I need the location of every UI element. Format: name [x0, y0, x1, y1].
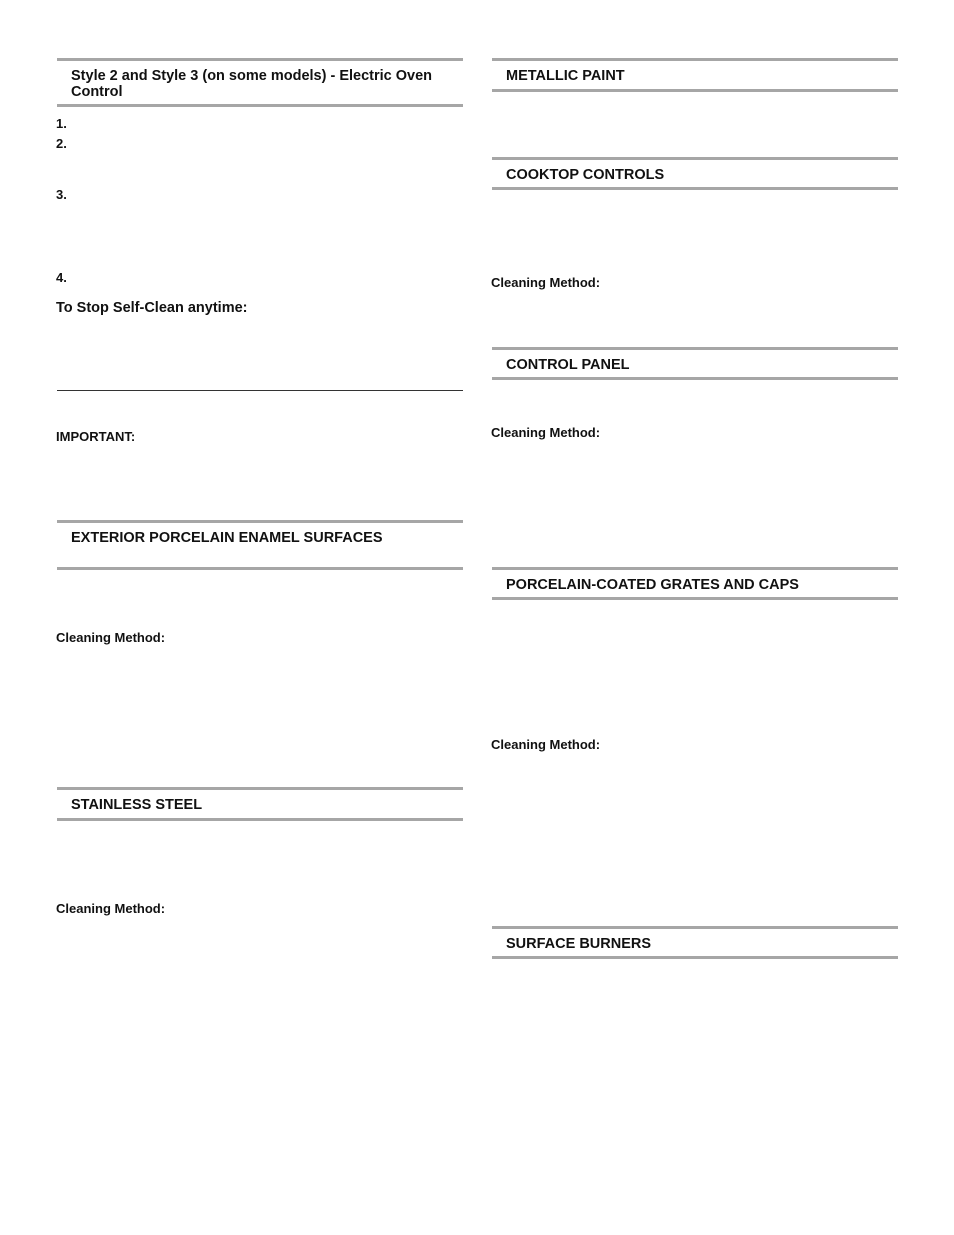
- stop-self-clean-label: To Stop Self-Clean anytime:: [56, 300, 248, 316]
- section-header-style-oven-control: [57, 58, 463, 107]
- cleaning-method-label: Cleaning Method:: [56, 630, 166, 645]
- cleaning-method-label: Cleaning Method:: [491, 425, 601, 440]
- step-number-2: 2.: [56, 136, 67, 151]
- step-number-1: 1.: [56, 116, 67, 131]
- section-header-text: COOKTOP CONTROLS: [506, 167, 665, 183]
- section-header-text: METALLIC PAINT: [506, 68, 625, 84]
- cleaning-method-label: Cleaning Method:: [491, 275, 601, 290]
- section-header-text: Style 2 and Style 3 (on some models) - Electric Oven Control: [71, 68, 433, 100]
- section-header-porcelain-grates: [492, 567, 898, 600]
- section-header-stainless-steel: [57, 787, 463, 821]
- step-number-4: 4.: [56, 270, 67, 285]
- section-header-text: SURFACE BURNERS: [506, 936, 652, 952]
- section-header-text: PORCELAIN-COATED GRATES AND CAPS: [506, 577, 799, 593]
- section-header-exterior-porcelain: [57, 520, 463, 570]
- section-header-text: CONTROL PANEL: [506, 357, 630, 373]
- section-header-cooktop-controls: [492, 157, 898, 190]
- section-header-text: STAINLESS STEEL: [71, 797, 203, 813]
- step-number-3: 3.: [56, 187, 67, 202]
- important-label: IMPORTANT:: [56, 429, 136, 444]
- section-header-metallic-paint: [492, 58, 898, 92]
- section-header-surface-burners: [492, 926, 898, 959]
- cleaning-method-label: Cleaning Method:: [491, 737, 601, 752]
- section-header-control-panel: [492, 347, 898, 380]
- cleaning-method-label: Cleaning Method:: [56, 901, 166, 916]
- section-divider: [57, 390, 463, 391]
- section-header-text: EXTERIOR PORCELAIN ENAMEL SURFACES: [71, 530, 383, 546]
